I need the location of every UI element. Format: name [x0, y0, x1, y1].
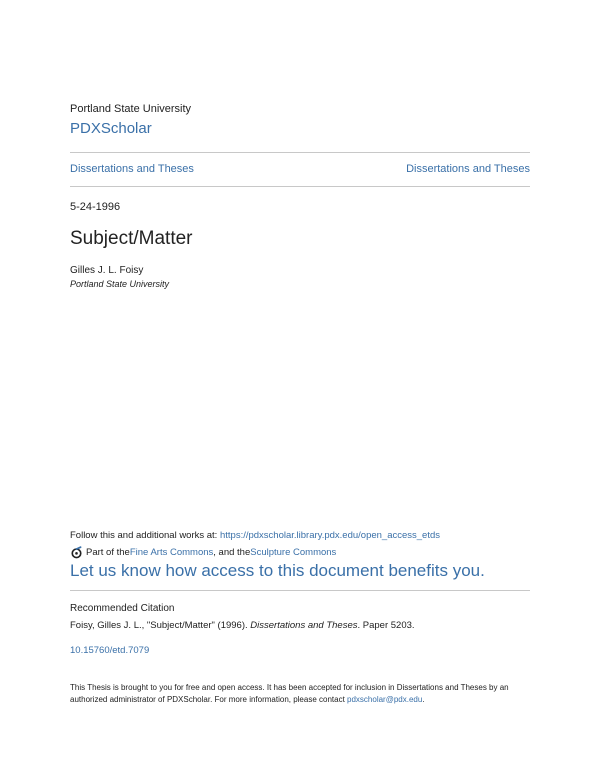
collection-link-right[interactable]: Dissertations and Theses [406, 163, 530, 175]
part-of-line [70, 546, 336, 559]
citation-part2: . Paper 5203. [357, 620, 415, 631]
document-title: Subject/Matter [70, 228, 193, 249]
benefits-link[interactable]: Let us know how access to this document benefits you. [70, 561, 485, 580]
sculpture-commons-link[interactable]: Sculpture Commons [250, 547, 337, 558]
footer-text: This Thesis is brought to you for free and open access. It has been accepted for inclusion in Dissertations and Theses by an authorized administrator of PDXScholar. For more information, please contact [70, 683, 509, 704]
collection-link-left[interactable]: Dissertations and Theses [70, 163, 194, 175]
doi-link[interactable]: 10.15760/etd.7079 [70, 645, 150, 656]
author-name: Gilles J. L. Foisy [70, 265, 144, 276]
follow-line [70, 530, 440, 541]
author-affiliation: Portland State University [70, 279, 170, 289]
repository-name[interactable]: PDXScholar [70, 120, 152, 137]
contact-email-link[interactable]: pdxscholar@pdx.edu [347, 695, 423, 704]
open-access-icon [70, 546, 83, 559]
citation-heading: Recommended Citation [70, 603, 175, 614]
publication-date: 5-24-1996 [70, 201, 121, 213]
citation-part1: Foisy, Gilles J. L., "Subject/Matter" (1996). [70, 620, 251, 631]
fine-arts-commons-link[interactable]: Fine Arts Commons [129, 547, 214, 558]
footer-notice [70, 682, 530, 706]
cover-page [70, 0, 530, 776]
institution-name: Portland State University [70, 103, 192, 115]
citation-text [70, 620, 415, 631]
footer-end: . [422, 695, 425, 704]
part-of-prefix: Part of the [86, 547, 130, 558]
divider-bottom [70, 590, 530, 591]
follow-prefix: Follow this and additional works at: [70, 530, 220, 541]
follow-url-link[interactable]: https://pdxscholar.library.pdx.edu/open_access_etds [219, 530, 441, 541]
divider-top [70, 152, 530, 153]
part-of-middle: , and the [213, 547, 251, 558]
divider-middle [70, 186, 530, 187]
citation-journal: Dissertations and Theses [250, 620, 358, 631]
